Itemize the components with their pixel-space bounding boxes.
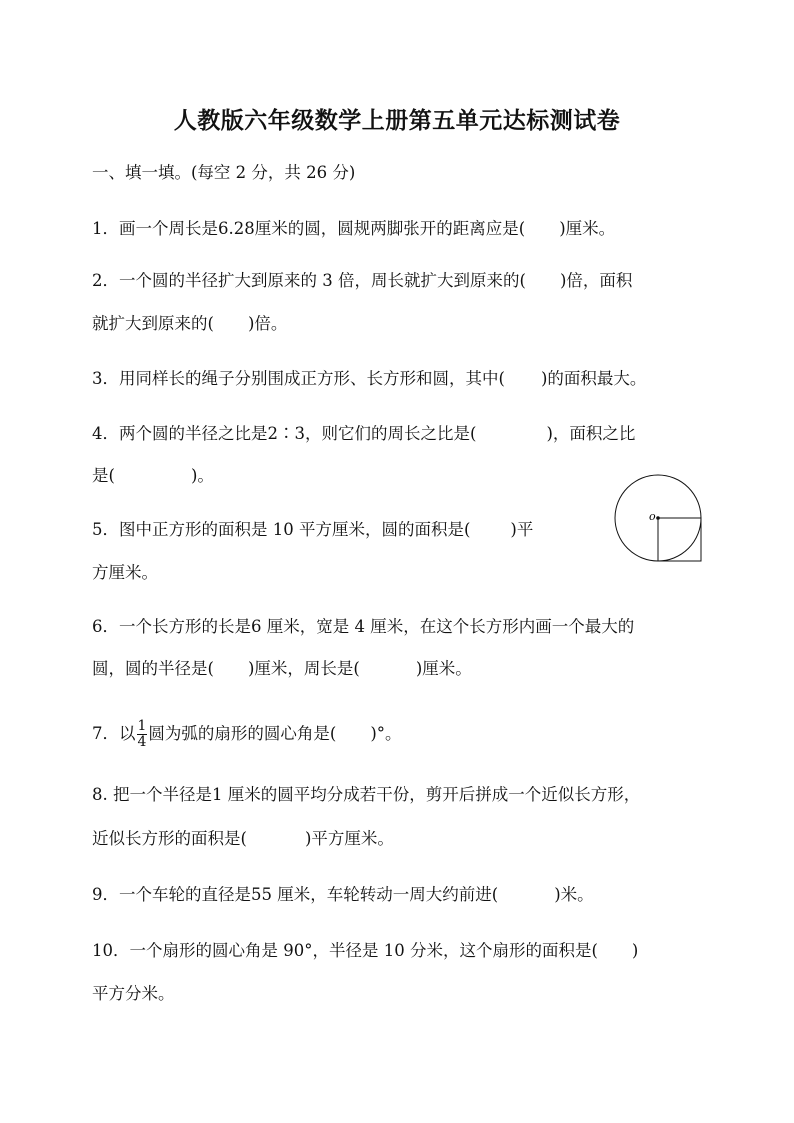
question-1-text-after: )厘米。 bbox=[559, 219, 616, 238]
question-8-line-2 bbox=[92, 828, 394, 850]
question-8-line-1 bbox=[92, 784, 697, 806]
question-2-line-2-before: 就扩大到原来的( bbox=[92, 314, 214, 333]
question-5-line-2: 方厘米。 bbox=[92, 563, 158, 582]
question-2-line-2 bbox=[92, 313, 287, 335]
question-6-line-2 bbox=[92, 658, 472, 680]
question-3-text-after: )的面积最大。 bbox=[540, 369, 647, 388]
question-7-text-after: )°。 bbox=[370, 724, 402, 743]
question-8-line-2-before: 近似长方形的面积是( bbox=[92, 829, 247, 848]
question-6-line-2-after: )厘米。 bbox=[415, 659, 472, 678]
question-2-line-2-after: )倍。 bbox=[247, 314, 288, 333]
fraction-denominator: 4 bbox=[137, 734, 147, 750]
question-1-text-before: 1．画一个周长是6.28厘米的圆，圆规两脚张开的距离应是( bbox=[92, 219, 526, 238]
question-8-line-2-after: )平方厘米。 bbox=[304, 829, 394, 848]
figure-center-label: o bbox=[649, 510, 656, 523]
question-5-text-before: 5．图中正方形的面积是 10 平方厘米，圆的面积是( bbox=[92, 520, 471, 539]
question-6-line-2-before: 圆，圆的半径是( bbox=[92, 659, 214, 678]
question-2-line-1 bbox=[92, 270, 632, 292]
question-9 bbox=[92, 884, 594, 906]
question-10-text-after: ) bbox=[631, 941, 639, 960]
question-6-line-1 bbox=[92, 616, 697, 638]
question-5-text-after: )平 bbox=[510, 520, 534, 539]
question-4-line-2-after: )。 bbox=[190, 466, 214, 485]
figure-center-point bbox=[656, 516, 660, 520]
question-3-text-before: 3．用同样长的绳子分别围成正方形、长方形和圆，其中( bbox=[92, 369, 505, 388]
section-heading: 一、填一填。(每空 2 分，共 26 分) bbox=[92, 163, 356, 182]
question-5-line-1 bbox=[92, 519, 533, 541]
question-4-text-before: 4．两个圆的半径之比是2∶3，则它们的周长之比是( bbox=[92, 424, 477, 443]
question-6-line-2-middle: )厘米，周长是( bbox=[247, 659, 360, 678]
fraction-one-quarter bbox=[137, 719, 148, 750]
question-8-text: 8. 把一个半径是1 厘米的圆平均分成若干份，剪开后拼成一个近似长方形， bbox=[92, 785, 641, 804]
fraction-numerator: 1 bbox=[137, 718, 147, 734]
question-7-text-middle: 圆为弧的扇形的圆心角是( bbox=[148, 724, 337, 743]
question-4-text-after: )，面积之比 bbox=[546, 424, 636, 443]
question-7 bbox=[92, 719, 402, 750]
question-7-text-before: 7．以 bbox=[92, 724, 136, 743]
figure-square bbox=[658, 518, 701, 561]
question-10-line-1 bbox=[92, 940, 638, 962]
question-9-text-after: )米。 bbox=[554, 885, 594, 904]
question-4-line-2-before: 是( bbox=[92, 466, 115, 485]
question-3 bbox=[92, 368, 646, 390]
question-6-text: 6．一个长方形的长是6 厘米，宽是 4 厘米，在这个长方形内画一个最大的 bbox=[92, 617, 635, 636]
question-2-text-after: )倍，面积 bbox=[559, 271, 633, 290]
question-4-line-2 bbox=[92, 465, 214, 487]
circle-square-diagram bbox=[612, 474, 704, 566]
question-10-line-2: 平方分米。 bbox=[92, 984, 175, 1003]
question-10-text-before: 10．一个扇形的圆心角是 90°，半径是 10 分米，这个扇形的面积是( bbox=[92, 941, 598, 960]
circle-square-figure bbox=[612, 474, 704, 570]
question-4-line-1 bbox=[92, 423, 635, 445]
question-9-text-before: 9．一个车轮的直径是55 厘米，车轮转动一周大约前进( bbox=[92, 885, 499, 904]
question-1 bbox=[92, 218, 615, 240]
page-title: 人教版六年级数学上册第五单元达标测试卷 bbox=[173, 107, 621, 134]
question-2-text-before: 2．一个圆的半径扩大到原来的 3 倍，周长就扩大到原来的( bbox=[92, 271, 526, 290]
